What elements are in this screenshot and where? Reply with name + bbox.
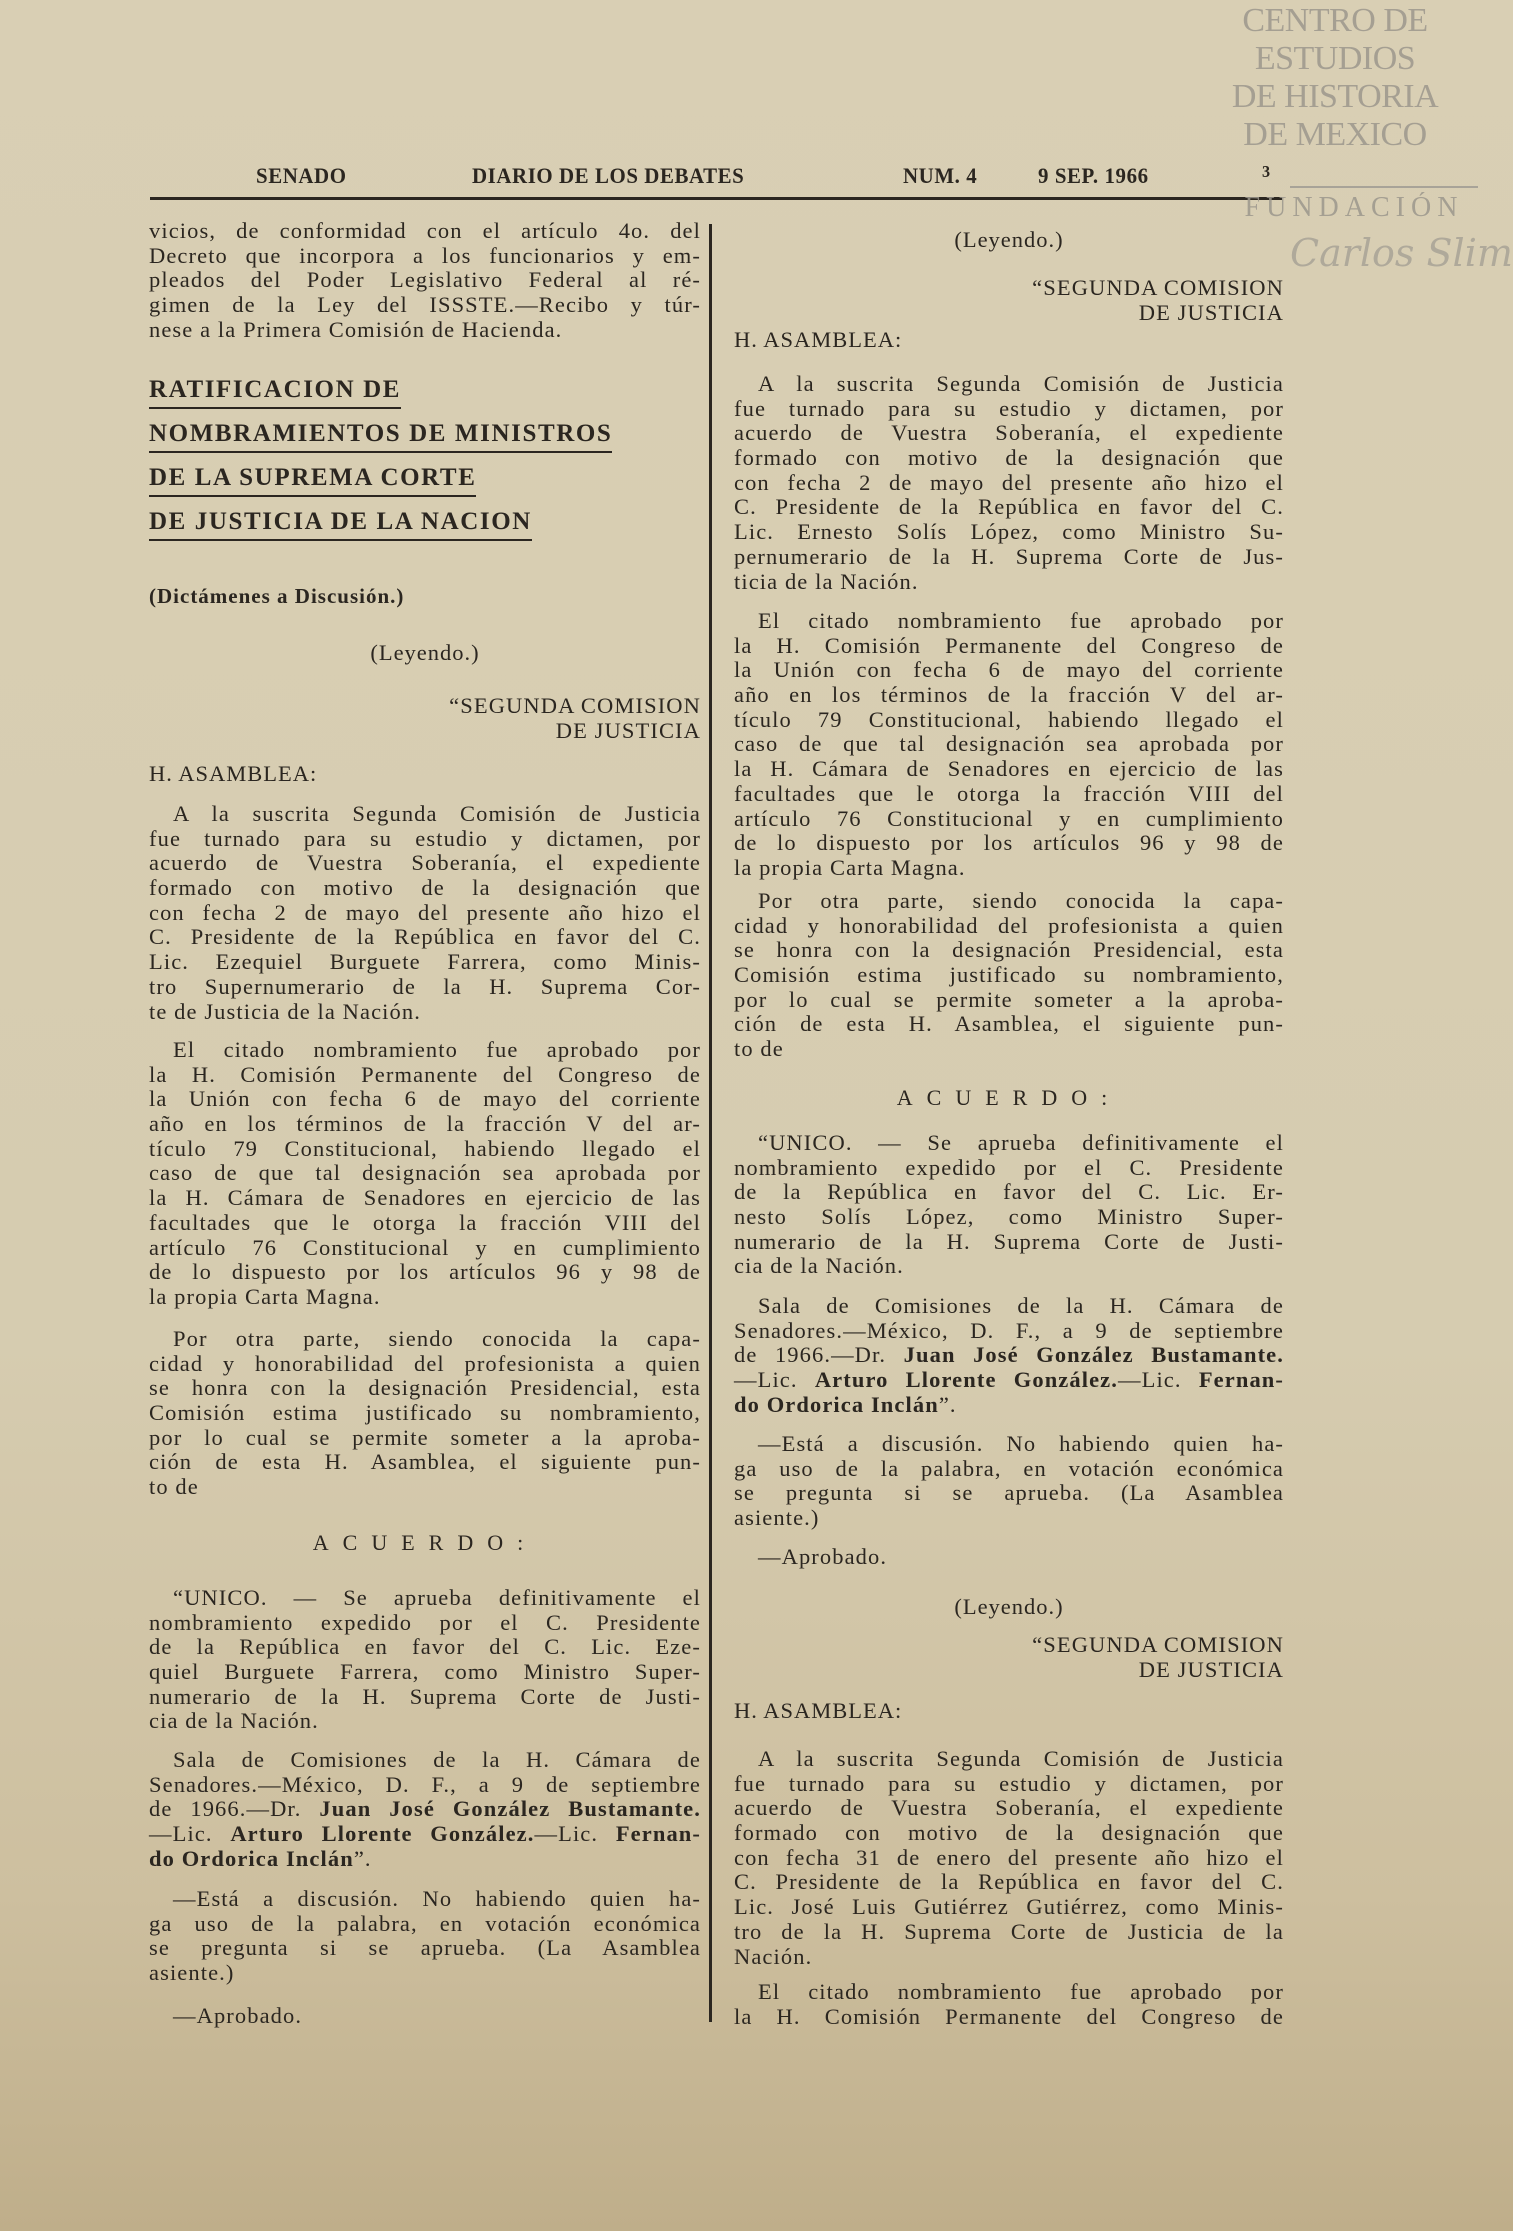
- text-segment: —Lic.: [734, 1367, 815, 1393]
- text-line: cidad y honorabilidad del profesionista a quien: [149, 1350, 701, 1376]
- text-line: gimen de la Ley del ISSSTE.—Recibo y túr-: [149, 292, 701, 318]
- text-line: El citado nombramiento fue aprobado por: [758, 608, 1284, 633]
- text-line: la H. Cámara de Senadores en ejercicio de las: [149, 1185, 701, 1211]
- text-line: con fecha 31 de enero del presente año hizo el: [734, 1844, 1284, 1870]
- text-line: Sala de Comisiones de la H. Cámara de: [173, 1747, 701, 1772]
- text-line: nese a la Primera Comisión de Hacienda.: [149, 316, 563, 342]
- text-line: se pregunta si se aprueba. (La Asamblea: [734, 1480, 1284, 1506]
- paragraph: [149, 219, 701, 342]
- text-line: nombramiento expedido por el C. Presidente: [149, 1609, 701, 1635]
- commission-title: [734, 1633, 1284, 1682]
- text-line: asiente.): [149, 1960, 235, 1986]
- text-line: ga uso de la palabra, en votación económica: [734, 1455, 1284, 1481]
- salutation: H. ASAMBLEA:: [149, 761, 318, 786]
- text-line: Senadores.—México, D. F., a 9 de septiembre: [149, 1771, 701, 1797]
- text-line: Senadores.—México, D. F., a 9 de septiembre: [734, 1317, 1284, 1343]
- text-line: con fecha 2 de mayo del presente año hizo el: [149, 899, 701, 925]
- paragraph: [734, 372, 1284, 594]
- text-segment: de 1966.—Dr.: [734, 1342, 904, 1368]
- page-number: 3: [1262, 162, 1271, 181]
- agreement-heading: ACUERDO:: [896, 1085, 1122, 1110]
- header-date: 9 SEP. 1966: [1038, 163, 1149, 188]
- heading-line: DE JUSTICIA DE LA NACION: [149, 508, 532, 541]
- heading-line: RATIFICACION DE: [149, 376, 401, 409]
- paragraph: [149, 2004, 701, 2029]
- text-line: ción de esta H. Asamblea, el siguiente pun-: [734, 1011, 1284, 1037]
- text-line: —Está a discusión. No habiendo quien ha-: [758, 1431, 1284, 1456]
- paragraph: [149, 1586, 701, 1734]
- text-line: numerario de la H. Suprema Corte de Justi-: [149, 1683, 701, 1709]
- text-line: fue turnado para su estudio y dictamen, por: [734, 1770, 1284, 1796]
- text-line: El citado nombramiento fue aprobado por: [173, 1037, 701, 1062]
- column-divider: [709, 224, 712, 2022]
- text-line: “UNICO. — Se aprueba definitivamente el: [758, 1130, 1284, 1155]
- subheading: (Dictámenes a Discusión.): [149, 584, 405, 608]
- paragraph: [734, 609, 1284, 881]
- paragraph: [734, 889, 1284, 1062]
- text-line: Lic. José Luis Gutiérrez Gutiérrez, como Minis-: [734, 1894, 1284, 1920]
- text-line: to de: [149, 1474, 199, 1500]
- text-line: [149, 1847, 701, 1872]
- salutation: H. ASAMBLEA:: [734, 1698, 903, 1723]
- text-line: [149, 372, 701, 416]
- text-line: formado con motivo de la designación que: [734, 445, 1284, 471]
- text-line: —Aprobado.: [758, 1544, 888, 1569]
- text-line: “SEGUNDA COMISION: [1032, 275, 1284, 300]
- text-line: C. Presidente de la República en favor del C.: [149, 924, 701, 950]
- text-line: —Aprobado.: [173, 2003, 303, 2028]
- header-number: NUM. 4: [903, 163, 978, 188]
- text-line: Lic. Ernesto Solís López, como Ministro Su-: [734, 519, 1284, 545]
- text-line: Lic. Ezequiel Burguete Farrera, como Minis-: [149, 949, 701, 975]
- text-line: A la suscrita Segunda Comisión de Justicia: [758, 371, 1284, 396]
- text-line: Nación.: [734, 1943, 813, 1969]
- text-line: “UNICO. — Se aprueba definitivamente el: [173, 1585, 701, 1610]
- header-publication: DIARIO DE LOS DEBATES: [472, 163, 745, 188]
- heading-line: NOMBRAMIENTOS DE MINISTROS: [149, 420, 612, 453]
- text-line: acuerdo de Vuestra Soberanía, el expediente: [734, 420, 1284, 446]
- paragraph: [734, 1432, 1284, 1531]
- signatory-name: Arturo Llorente González.: [230, 1821, 535, 1847]
- watermark-line: DE MEXICO: [1243, 116, 1427, 153]
- text-line: “SEGUNDA COMISION: [449, 693, 701, 718]
- text-line: Decreto que incorpora a los funcionarios y em-: [149, 242, 701, 268]
- text-line: [734, 1368, 1284, 1393]
- signatory-name: Juan José González Bustamante.: [319, 1796, 701, 1822]
- text-line: DE JUSTICIA: [1138, 299, 1284, 325]
- reading-note: (Leyendo.): [370, 640, 480, 665]
- text-line: caso de que tal designación sea aprobada por: [149, 1160, 701, 1186]
- text-line: cia de la Nación.: [734, 1253, 904, 1279]
- paragraph: [734, 1545, 1284, 1570]
- text-line: [734, 1343, 1284, 1368]
- watermark-line: DE HISTORIA: [1231, 78, 1439, 115]
- text-line: artículo 76 Constitucional y en cumplimiento: [734, 805, 1284, 831]
- text-line: la H. Comisión Permanente del Congreso de: [734, 2003, 1284, 2029]
- text-line: [149, 504, 701, 548]
- text-line: Por otra parte, siendo conocida la capa-: [173, 1326, 701, 1351]
- text-line: acuerdo de Vuestra Soberanía, el expediente: [734, 1795, 1284, 1821]
- text-line: la Unión con fecha 6 de mayo del corriente: [734, 657, 1284, 683]
- salutation: H. ASAMBLEA:: [734, 327, 903, 352]
- text-segment: ”.: [938, 1391, 957, 1417]
- text-line: DE JUSTICIA: [1138, 1656, 1284, 1682]
- text-line: C. Presidente de la República en favor del C.: [734, 494, 1284, 520]
- watermark-line: CENTRO DE: [1242, 2, 1428, 39]
- text-line: acuerdo de Vuestra Soberanía, el expediente: [149, 850, 701, 876]
- header-rule: [150, 197, 1282, 200]
- text-line: facultades que le otorga la fracción VIII del: [149, 1209, 701, 1235]
- signatory-name: Fernan-: [1198, 1367, 1284, 1393]
- text-line: El citado nombramiento fue aprobado por: [758, 1979, 1284, 2004]
- watermark-rule: [1290, 186, 1478, 188]
- signatory-name: Fernan-: [615, 1821, 701, 1847]
- paragraph: [149, 1748, 701, 1871]
- paragraph: [149, 1038, 701, 1310]
- text-line: la Unión con fecha 6 de mayo del corriente: [149, 1086, 701, 1112]
- paragraph: [734, 1747, 1284, 1969]
- text-line: se honra con la designación Presidencial, esta: [734, 937, 1284, 963]
- text-line: ción de esta H. Asamblea, el siguiente pun-: [149, 1449, 701, 1475]
- text-line: año en los términos de la fracción V del ar-: [149, 1111, 701, 1137]
- commission-title: [734, 276, 1284, 325]
- paragraph: [734, 1131, 1284, 1279]
- text-line: pernumerario de la H. Suprema Corte de Jus-: [734, 543, 1284, 569]
- paragraph: [149, 1327, 701, 1500]
- text-line: vicios, de conformidad con el artículo 4o. del: [149, 218, 701, 243]
- text-line: tro Supernumerario de la H. Suprema Cor-: [149, 973, 701, 999]
- reading-note: (Leyendo.): [954, 1594, 1064, 1619]
- text-line: la H. Comisión Permanente del Congreso de: [149, 1061, 701, 1087]
- signatory-name: do Ordorica Inclán: [734, 1391, 939, 1417]
- text-segment: ”.: [353, 1845, 372, 1871]
- text-line: fue turnado para su estudio y dictamen, por: [149, 825, 701, 851]
- text-line: por lo cual se permite someter a la aproba-: [734, 986, 1284, 1012]
- text-line: Sala de Comisiones de la H. Cámara de: [758, 1293, 1284, 1318]
- text-segment: —Lic.: [534, 1821, 616, 1847]
- reading-note: (Leyendo.): [954, 227, 1064, 252]
- text-line: de la República en favor del C. Lic. Er-: [734, 1179, 1284, 1205]
- text-line: caso de que tal designación sea aprobada por: [734, 731, 1284, 757]
- text-line: pleados del Poder Legislativo Federal al ré-: [149, 267, 701, 293]
- header-section: SENADO: [256, 163, 347, 188]
- paragraph: [734, 1294, 1284, 1417]
- text-line: A la suscrita Segunda Comisión de Justicia: [758, 1746, 1284, 1771]
- text-line: de la República en favor del C. Lic. Eze-: [149, 1634, 701, 1660]
- text-line: “SEGUNDA COMISION: [1032, 1632, 1284, 1657]
- text-line: se pregunta si se aprueba. (La Asamblea: [149, 1935, 701, 1961]
- signatory-name: Juan José González Bustamante.: [903, 1342, 1284, 1368]
- text-line: asiente.): [734, 1505, 820, 1531]
- text-line: to de: [734, 1036, 784, 1062]
- text-segment: —Lic.: [1118, 1367, 1199, 1393]
- text-line: año en los términos de la fracción V del ar-: [734, 682, 1284, 708]
- text-line: quiel Burguete Farrera, como Ministro Super-: [149, 1659, 701, 1685]
- text-line: con fecha 2 de mayo del presente año hizo el: [734, 469, 1284, 495]
- text-line: de lo dispuesto por los artículos 96 y 98 de: [149, 1259, 701, 1285]
- text-line: [149, 1797, 701, 1822]
- agreement-heading: ACUERDO:: [312, 1530, 538, 1555]
- heading-line: DE LA SUPREMA CORTE: [149, 464, 476, 497]
- text-line: Por otra parte, siendo conocida la capa-: [758, 888, 1284, 913]
- text-line: cia de la Nación.: [149, 1708, 319, 1734]
- text-line: ga uso de la palabra, en votación económica: [149, 1910, 701, 1936]
- signatory-name: do Ordorica Inclán: [149, 1845, 354, 1871]
- text-line: tículo 79 Constitucional, habiendo llegado el: [734, 706, 1284, 732]
- commission-title: [149, 694, 701, 743]
- section-heading: [149, 372, 701, 548]
- text-line: artículo 76 Constitucional y en cumplimiento: [149, 1234, 701, 1260]
- text-line: tro de la H. Suprema Corte de Justicia de la: [734, 1918, 1284, 1944]
- text-line: [149, 1822, 701, 1847]
- text-line: facultades que le otorga la fracción VIII del: [734, 780, 1284, 806]
- text-line: ticia de la Nación.: [734, 568, 919, 594]
- paragraph: [734, 1980, 1284, 2029]
- text-line: [149, 460, 701, 504]
- text-line: numerario de la H. Suprema Corte de Justi-: [734, 1228, 1284, 1254]
- text-line: tículo 79 Constitucional, habiendo llegado el: [149, 1135, 701, 1161]
- text-line: la H. Comisión Permanente del Congreso de: [734, 632, 1284, 658]
- text-line: la propia Carta Magna.: [734, 854, 966, 880]
- text-line: A la suscrita Segunda Comisión de Justicia: [173, 801, 701, 826]
- watermark-foundation: FUNDACIÓN: [1244, 192, 1464, 223]
- text-line: de lo dispuesto por los artículos 96 y 98 de: [734, 830, 1284, 856]
- text-line: formado con motivo de la designación que: [734, 1820, 1284, 1846]
- text-line: cidad y honorabilidad del profesionista a quien: [734, 912, 1284, 938]
- text-line: Comisión estima justificado su nombramiento,: [734, 962, 1284, 988]
- signatory-name: Arturo Llorente González.: [814, 1367, 1118, 1393]
- text-line: por lo cual se permite someter a la aproba-: [149, 1424, 701, 1450]
- text-line: la propia Carta Magna.: [149, 1283, 381, 1309]
- text-line: formado con motivo de la designación que: [149, 875, 701, 901]
- text-line: DE JUSTICIA: [555, 717, 701, 743]
- watermark-signature: Carlos Slim: [1290, 231, 1513, 275]
- text-line: [149, 416, 701, 460]
- text-line: C. Presidente de la República en favor del C.: [734, 1869, 1284, 1895]
- text-line: fue turnado para su estudio y dictamen, por: [734, 395, 1284, 421]
- text-segment: de 1966.—Dr.: [149, 1796, 320, 1822]
- text-line: la H. Cámara de Senadores en ejercicio de las: [734, 756, 1284, 782]
- text-line: —Está a discusión. No habiendo quien ha-: [173, 1886, 701, 1911]
- text-segment: —Lic.: [149, 1821, 231, 1847]
- paragraph: [149, 802, 701, 1024]
- text-line: nesto Solís López, como Ministro Super-: [734, 1204, 1284, 1230]
- paragraph: [149, 1887, 701, 1986]
- text-line: [734, 1393, 1284, 1418]
- watermark-line: ESTUDIOS: [1254, 40, 1416, 77]
- text-line: Comisión estima justificado su nombramiento,: [149, 1400, 701, 1426]
- text-line: se honra con la designación Presidencial, esta: [149, 1375, 701, 1401]
- text-line: te de Justicia de la Nación.: [149, 998, 421, 1024]
- text-line: nombramiento expedido por el C. Presidente: [734, 1154, 1284, 1180]
